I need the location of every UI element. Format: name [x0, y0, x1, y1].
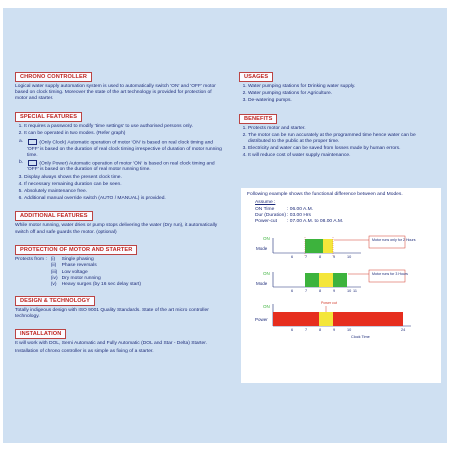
tick-label: 7: [305, 254, 308, 259]
tick-label: 9: [333, 327, 336, 332]
special-feature-item: 3. Display always shows the present clock time.: [24, 175, 223, 181]
tick-label: 6: [291, 327, 294, 332]
motor-on-bar: [305, 273, 319, 287]
protection-num: (iii): [50, 269, 58, 275]
clock-time-label: Clock Time: [351, 334, 370, 339]
mode-b-label: b.: [19, 159, 24, 165]
brochure-sheet: [3, 8, 447, 443]
motor-on-bar: [305, 239, 323, 253]
power-graph: [255, 301, 411, 339]
power-cut-label: Power cut: [321, 300, 337, 305]
mode-a-label: a.: [19, 139, 24, 145]
tick-label: 6: [291, 288, 294, 293]
benefits-list: [239, 126, 439, 160]
benefit-item: 1. Protects motor and starter.: [248, 126, 439, 132]
protection-table: [15, 257, 145, 289]
mode-label: Mode: [256, 245, 268, 251]
protection-item: Phase reversals: [61, 263, 97, 269]
special-features-header: SPECIAL FEATURES: [15, 112, 82, 122]
assume-row: [255, 219, 435, 225]
motor-idle-bar: [323, 239, 333, 253]
usages-header: USAGES: [239, 72, 273, 82]
mode-b-item: [15, 160, 223, 174]
benefit-item: 4. It will reduce cost of water supply maintenance.: [248, 153, 439, 159]
tick-label: 10: [347, 288, 352, 293]
tick-label: 7: [305, 288, 308, 293]
assume-block: [241, 200, 441, 226]
design-technology-header: DESIGN & TECHNOLOGY: [15, 296, 95, 306]
motor-idle-bar: [319, 273, 333, 287]
protection-item: Heavy surges (by 16 sec delay start): [61, 282, 141, 288]
tick-label: 8: [319, 327, 322, 332]
special-feature-item: 4. If necessary remaining duration can be seen.: [24, 182, 223, 188]
timing-graph: [241, 228, 441, 348]
clock-mode-icon: [28, 139, 37, 145]
usage-item: 1. Water pumping stations for Drinking water supply.: [248, 84, 439, 90]
protection-item: Dry motor running: [61, 276, 101, 282]
tick-label: 11: [353, 288, 357, 293]
note-text: Motor runs only for 2 Hours: [372, 237, 416, 242]
on-label: ON: [263, 270, 270, 276]
additional-features-header: ADDITIONAL FEATURES: [15, 211, 93, 221]
special-feature-item: 2. It can be operated in two modes. (Refer graph): [24, 131, 223, 137]
power-mode-icon: [28, 160, 37, 166]
motor-on-bar: [333, 273, 347, 287]
protection-item: Low voltage: [61, 269, 88, 275]
protection-item: Single phasing: [61, 256, 94, 262]
on-label: ON: [263, 235, 270, 241]
tick-label: 10: [347, 327, 352, 332]
installation-text-2: Installation of chrono controller is as simple as fixing of a starter.: [15, 349, 154, 355]
power-label: Power: [255, 316, 268, 322]
mode-label: Mode: [256, 280, 268, 286]
assume-value: : 03.00 Hrs: [287, 213, 311, 219]
note-text: Motor runs for 3 Hours: [372, 271, 408, 276]
special-features-list: [15, 124, 223, 137]
protection-header: PROTECTION OF MOTOR AND STARTER: [15, 245, 137, 255]
special-feature-item: 1. It requires a password to modify 'time settings' to use authorised persons only.: [24, 124, 223, 130]
power-on-bar: [333, 312, 403, 326]
example-intro: Following example shows the functional difference between and Modes.: [247, 192, 403, 197]
right-column: [239, 65, 439, 162]
protection-num: (iv): [50, 276, 58, 282]
protection-num: (v): [50, 282, 57, 288]
assume-label: Assume :: [255, 200, 276, 206]
assume-key: ON Time: [255, 206, 275, 212]
mode-b-text: (Only Power) Automatic operation of motor 'ON' is based on real clock timing and 'OFF' is based on the duration of real motor running time.: [27, 161, 215, 173]
special-feature-item: 5. Absolutely maintenance free.: [24, 189, 223, 195]
chrono-controller-text: Logical water supply automation system is used to automatically switch 'ON' and 'OFF' motor based on clock timing. Moreover the state of the art technology is provided for protection of motor and starter.: [15, 84, 216, 102]
protection-num: (i): [50, 256, 56, 262]
power-on-bar: [273, 312, 305, 326]
usage-item: 2. Water pumping stations for Agriculture.: [248, 91, 439, 97]
on-label: ON: [263, 303, 270, 309]
power-on-bar: [305, 312, 319, 326]
assume-key: Power-cut: [255, 219, 278, 225]
installation-text: It will work with DOL, Semi Automatic and Fully Automatic (DOL and Star - Delta) Starter.: [15, 341, 207, 347]
assume-key: Dur (Duration): [255, 213, 286, 219]
clock-mode-graph: [256, 236, 416, 259]
tick-label: 6: [291, 254, 294, 259]
power-cut-bar: [319, 312, 333, 326]
assume-value: : 07.00 A.M. to 08.00 A.M.: [287, 219, 344, 225]
left-column: [15, 65, 223, 358]
benefits-header: BENEFITS: [239, 114, 277, 124]
tick-label: 8: [319, 254, 322, 259]
tick-label: 24: [401, 327, 406, 332]
chrono-controller-header: CHRONO CONTROLLER: [15, 72, 92, 82]
mode-a-text: (Only Clock) Automatic operation of motor 'ON' is based on real clock timing and 'OFF' is based on the duration of real clock timing irrespective of duration of motor running time.: [27, 140, 222, 158]
tick-label: 8: [319, 288, 322, 293]
tick-label: 9: [333, 288, 336, 293]
protection-lead: Protects from :: [15, 256, 47, 262]
tick-label: 10: [347, 254, 352, 259]
power-mode-graph: [256, 270, 408, 293]
tick-label: 9: [333, 254, 336, 259]
protection-num: (ii): [50, 263, 57, 269]
installation-header: INSTALLATION: [15, 329, 66, 339]
usages-list: [239, 84, 439, 105]
additional-features-text: While motor running, water dries or pump stops delivering the water (Dry run), it automatically switch off and safe guards the motor. (optional): [15, 223, 218, 235]
assume-value: : 06.00 A.M.: [287, 206, 314, 212]
benefit-item: 3. Electricity and water can be saved from losses made by human errors.: [248, 146, 439, 152]
design-technology-text: Totally indigeous design with ISO 9001 Quality Standards. State of the art micro controller technology.: [15, 307, 209, 320]
tick-label: 7: [305, 327, 308, 332]
usage-item: 3. De-watering pumps.: [248, 98, 439, 104]
special-features-more: [15, 175, 223, 203]
special-feature-item: 6. Additional manual override switch (AUTO / MANUAL) is provided.: [24, 196, 223, 202]
mode-a-item: [15, 139, 223, 159]
example-panel: [241, 188, 441, 383]
benefit-item: 2. The motor can be run accurately at the programmed time hence water can be distributed to the public at the proper time.: [248, 133, 439, 145]
